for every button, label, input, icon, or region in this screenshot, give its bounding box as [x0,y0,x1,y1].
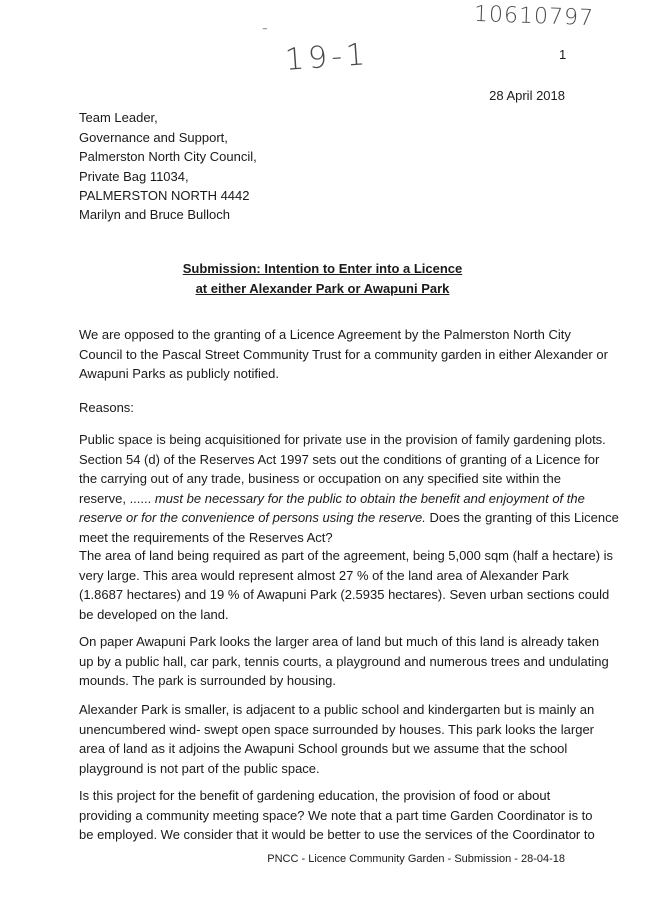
text-line: be employed. We consider that it would be better to use the services of the Coordinator to [79,827,595,842]
act-quote: must be necessary for the public to obtain the benefit and enjoyment of the [151,490,585,506]
address-line: Palmerston North City Council, [79,149,257,164]
text-line: Public space is being acquisitioned for private use in the provision of family gardening plots. [79,432,606,447]
intro-paragraph [79,325,608,384]
page-number: 1 [559,47,567,62]
reason-project-purpose-paragraph [79,786,595,845]
address-line: Governance and Support, [79,129,228,145]
reason-alexander-paragraph [79,700,595,778]
text-line: meet the requirements of the Reserves Act? [79,529,333,545]
heading-line-1: Submission: Intention to Enter into a Licence [182,261,463,276]
reason-reserves-act-paragraph [79,430,619,547]
handwritten-dash: - [262,18,268,37]
text-line: very large. This area would represent almost 27 % of the land area of Alexander Park [79,567,569,583]
address-line: PALMERSTON NORTH 4442 [79,188,250,203]
heading-line-2: at either Alexander Park or Awapuni Park [195,280,450,296]
text-plain: reserve, ...... [79,490,152,506]
text-line: Alexander Park is smaller, is adjacent to a public school and kindergarten but is mainly an [79,702,595,717]
address-line: Private Bag 11034, [79,168,189,184]
text-line: Is this project for the benefit of gardening education, the provision of food or about [79,788,551,803]
text-line: area of land as it adjoins the Awapuni School grounds but we assume that the school [79,741,568,756]
reason-land-area-paragraph [79,546,614,624]
handwritten-reference-number: 10610797 [473,1,595,32]
submitter-names: Marilyn and Bruce Bulloch [79,207,231,222]
submission-heading [0,259,645,298]
text-line: playground is not part of the public space. [79,760,320,776]
reason-awapuni-paragraph [79,632,609,691]
text-line: The area of land being required as part of the agreement, being 5,000 sqm (half a hectare) is [79,548,614,563]
text-line [79,489,585,509]
text-line: Section 54 (d) of the Reserves Act 1997 sets out the conditions of granting of a Licence for [79,451,600,467]
text-line: the carrying out of any trade, business or occupation on any specified site within the [79,471,562,486]
text-line: Council to the Pascal Street Community Trust for a community garden in either Alexander or [79,346,608,362]
address-line: Team Leader, [79,110,158,125]
text-line: be developed on the land. [79,606,229,622]
recipient-address [79,108,257,206]
text-line [79,508,619,528]
text-plain: Does the granting of this Licence [425,510,619,525]
text-line: providing a community meeting space? We note that a part time Garden Coordinator is to [79,807,593,823]
handwritten-item-number: 19-1 [283,37,371,78]
act-quote: reserve or for the convenience of persons using the reserve. [79,510,426,525]
letter-date: 28 April 2018 [489,88,565,103]
text-line: unencumbered wind- swept open space surrounded by houses. This park looks the larger [79,721,595,737]
reasons-label: Reasons: [79,400,134,415]
text-line: On paper Awapuni Park looks the larger area of land but much of this land is already taken [79,634,600,649]
text-line: up by a public hall, car park, tennis courts, a playground and numerous trees and undulating [79,653,609,669]
text-line: mounds. The park is surrounded by housing. [79,673,337,688]
text-line: We are opposed to the granting of a Licence Agreement by the Palmerston North City [79,327,571,342]
text-line: Awapuni Parks as publicly notified. [79,366,279,381]
page-footer: PNCC - Licence Community Garden - Submission - 28-04-18 [267,853,565,865]
text-line: (1.8687 hectares) and 19 % of Awapuni Park (2.5935 hectares). Seven urban sections could [79,587,610,602]
